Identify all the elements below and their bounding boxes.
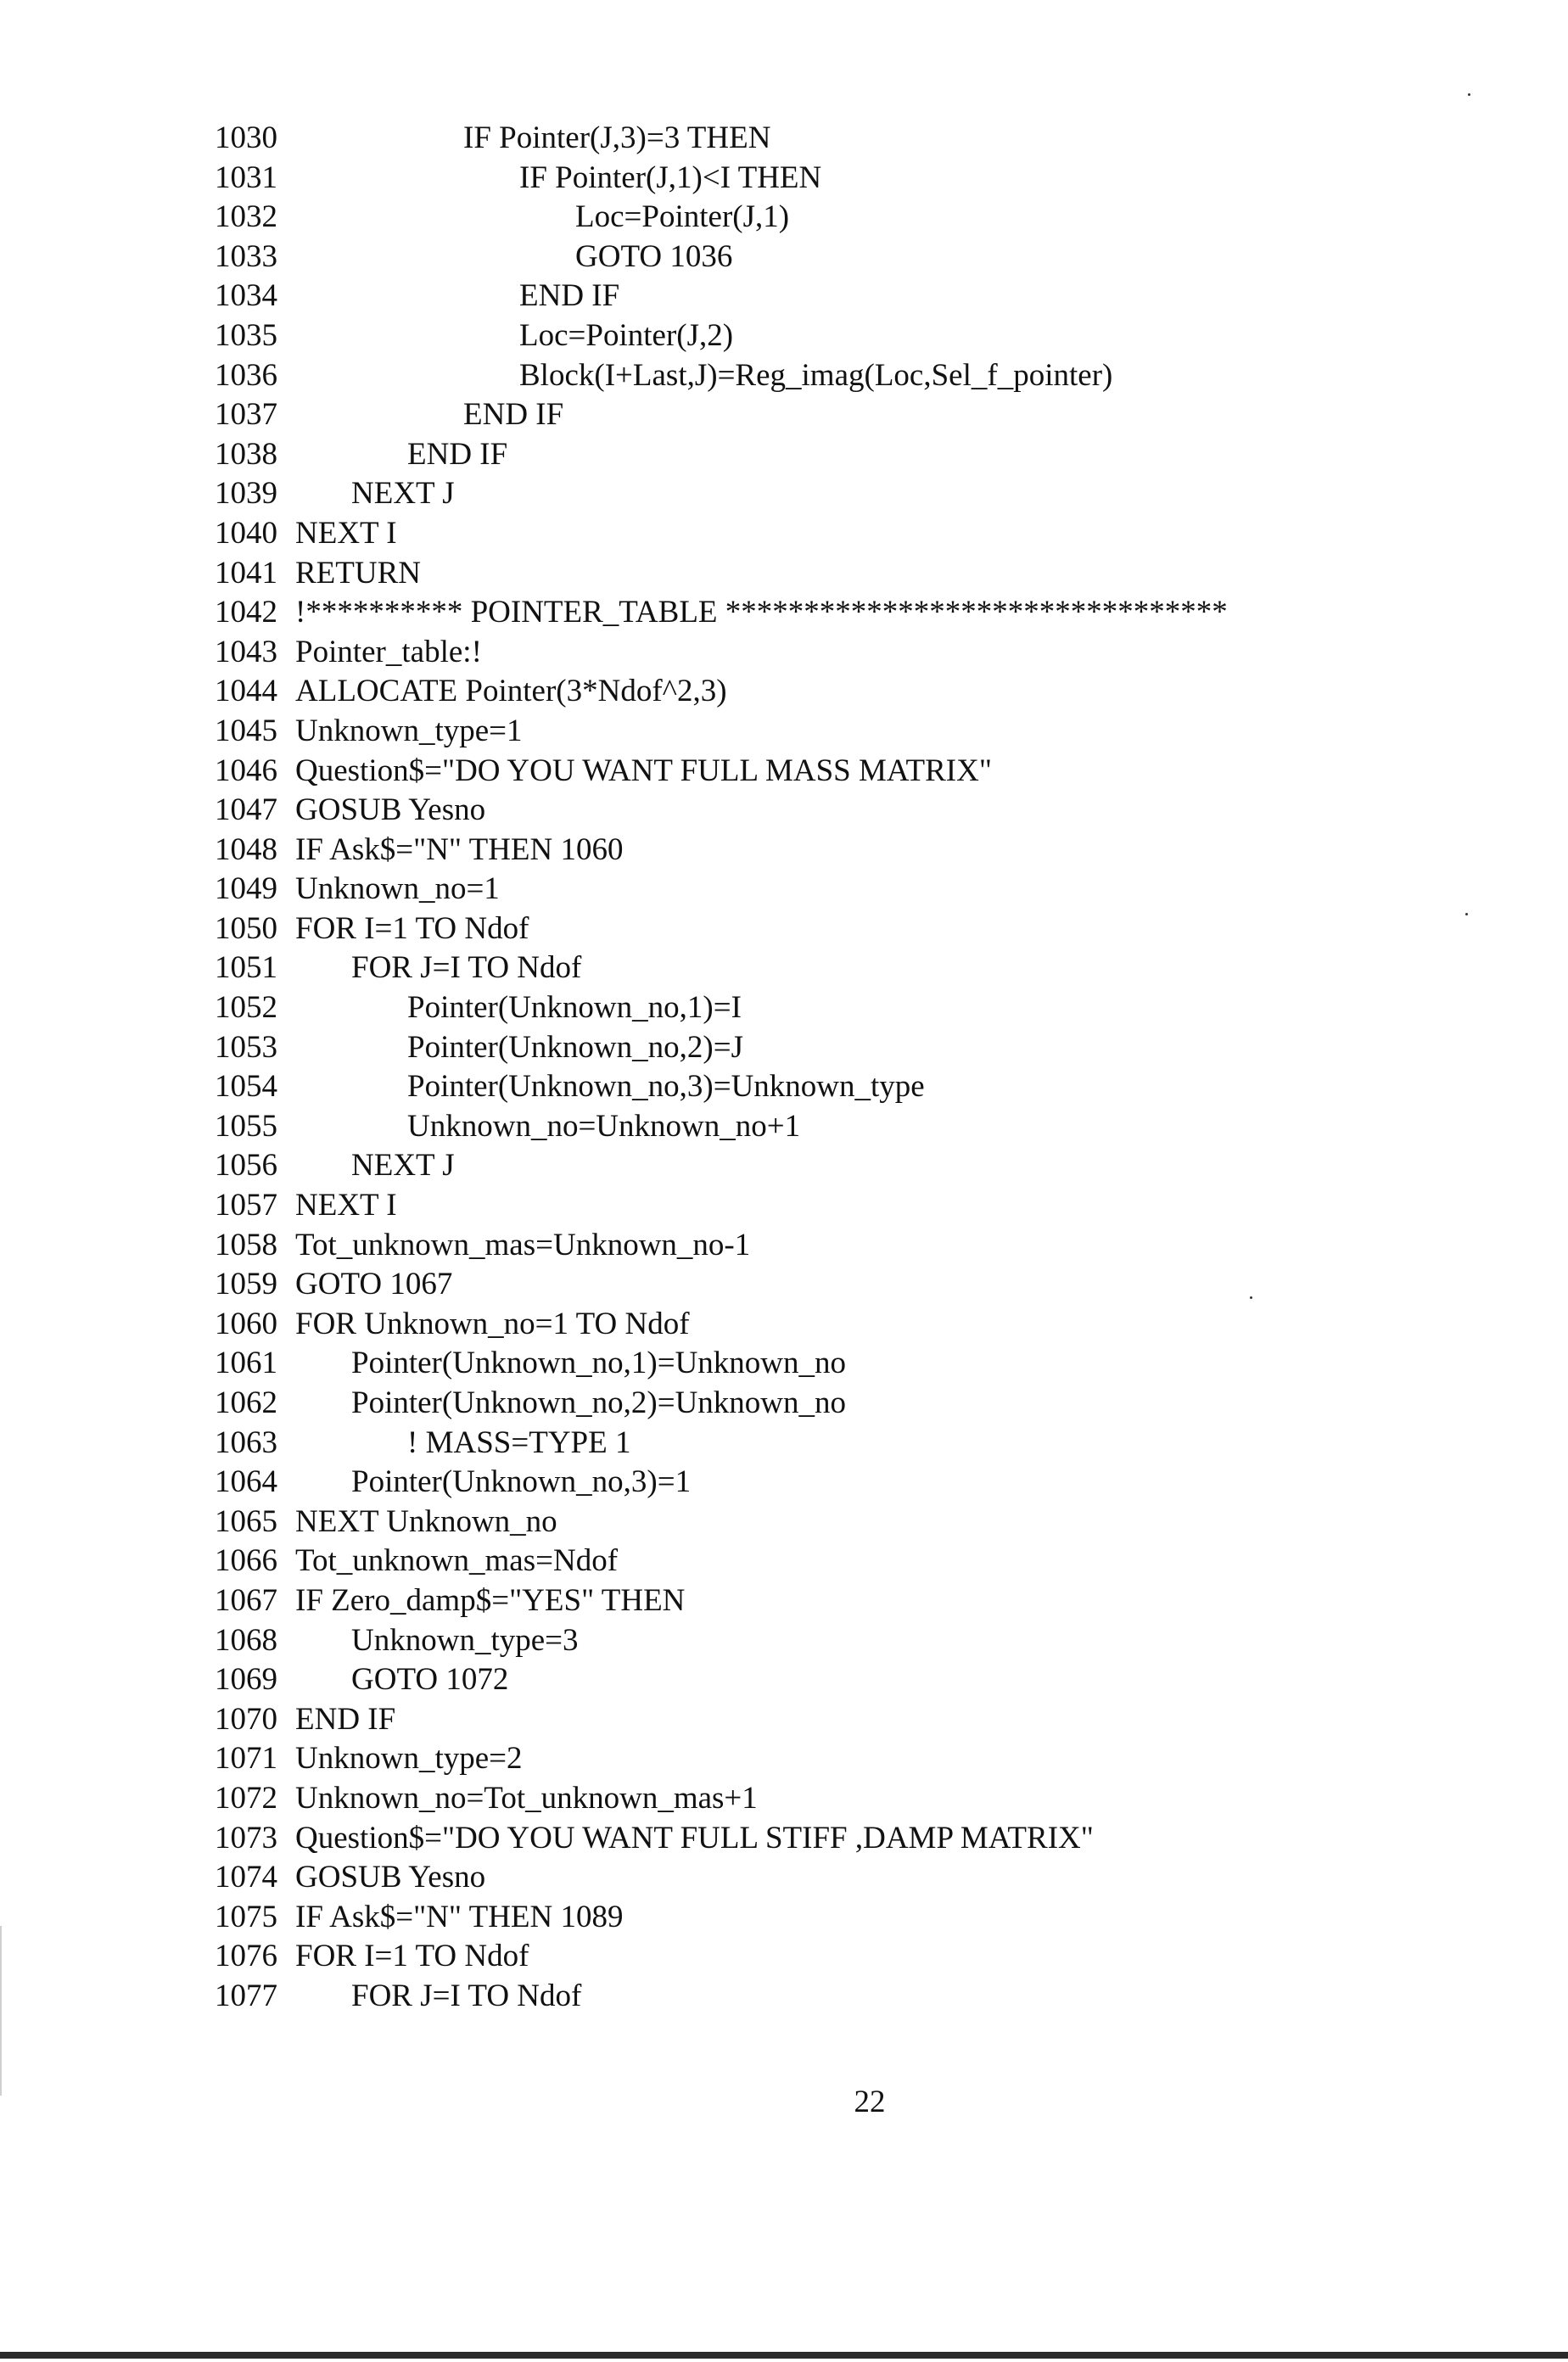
code-text: GOSUB Yesno xyxy=(295,792,486,828)
code-line xyxy=(215,119,1420,159)
line-number: 1067 xyxy=(215,1582,277,1618)
code-text: Unknown_no=Tot_unknown_mas+1 xyxy=(295,1780,758,1816)
line-number: 1073 xyxy=(215,1820,277,1855)
code-line xyxy=(215,1977,1420,2017)
code-text: END IF xyxy=(407,436,508,472)
code-text: END IF xyxy=(463,397,564,433)
code-line xyxy=(215,1542,1420,1581)
code-text: GOTO 1067 xyxy=(295,1267,453,1302)
code-line xyxy=(215,831,1420,870)
code-line xyxy=(215,1898,1420,1938)
line-number: 1045 xyxy=(215,713,277,748)
code-line xyxy=(215,593,1420,633)
line-number: 1052 xyxy=(215,990,277,1026)
line-number: 1065 xyxy=(215,1503,277,1539)
line-number: 1074 xyxy=(215,1860,277,1895)
code-line xyxy=(215,791,1420,831)
code-line xyxy=(215,752,1420,792)
line-number: 1069 xyxy=(215,1662,277,1698)
code-line xyxy=(215,1424,1420,1464)
code-line xyxy=(215,1305,1420,1345)
code-text: ! MASS=TYPE 1 xyxy=(407,1424,631,1460)
code-text: Question$="DO YOU WANT FULL STIFF ,DAMP MATRIX" xyxy=(295,1820,1094,1855)
code-line xyxy=(215,474,1420,514)
code-text: IF Zero_damp$="YES" THEN xyxy=(295,1582,686,1618)
code-line xyxy=(215,198,1420,238)
code-text: Pointer(Unknown_no,2)=J xyxy=(407,1029,743,1065)
code-text: END IF xyxy=(519,278,620,314)
line-number: 1035 xyxy=(215,317,277,353)
line-number: 1051 xyxy=(215,950,277,986)
line-number: 1071 xyxy=(215,1741,277,1777)
scan-edge xyxy=(0,1926,2,2096)
code-text: ALLOCATE Pointer(3*Ndof^2,3) xyxy=(295,674,727,709)
line-number: 1066 xyxy=(215,1543,277,1579)
code-text: END IF xyxy=(295,1701,396,1737)
code-line xyxy=(215,1937,1420,1977)
code-text: Pointer(Unknown_no,3)=1 xyxy=(351,1464,692,1500)
line-number: 1076 xyxy=(215,1939,277,1974)
code-text: FOR J=I TO Ndof xyxy=(351,1978,582,2013)
line-number: 1040 xyxy=(215,515,277,551)
code-text: IF Pointer(J,3)=3 THEN xyxy=(463,120,771,155)
code-text: IF Ask$="N" THEN 1060 xyxy=(295,831,624,867)
line-number: 1064 xyxy=(215,1464,277,1500)
line-number: 1058 xyxy=(215,1227,277,1262)
line-number: 1072 xyxy=(215,1780,277,1816)
line-number: 1042 xyxy=(215,595,277,630)
code-line xyxy=(215,159,1420,199)
code-line xyxy=(215,514,1420,554)
code-line xyxy=(215,949,1420,988)
code-line xyxy=(215,1028,1420,1068)
line-number: 1036 xyxy=(215,357,277,393)
line-number: 1048 xyxy=(215,831,277,867)
code-text: Unknown_type=2 xyxy=(295,1741,523,1777)
code-text: NEXT Unknown_no xyxy=(295,1503,557,1539)
line-number: 1039 xyxy=(215,476,277,512)
code-text: Unknown_type=1 xyxy=(295,713,523,748)
code-line xyxy=(215,435,1420,475)
scan-bottom-border xyxy=(0,2352,1568,2359)
code-line xyxy=(215,633,1420,673)
code-line xyxy=(215,870,1420,910)
code-text: GOTO 1072 xyxy=(351,1662,509,1698)
line-number: 1034 xyxy=(215,278,277,314)
code-line xyxy=(215,910,1420,949)
code-listing xyxy=(215,119,1420,2017)
code-text: FOR J=I TO Ndof xyxy=(351,950,582,986)
code-text: Pointer(Unknown_no,1)=Unknown_no xyxy=(351,1346,847,1381)
line-number: 1077 xyxy=(215,1978,277,2013)
line-number: 1033 xyxy=(215,238,277,274)
scan-speck xyxy=(1250,1296,1252,1299)
line-number: 1041 xyxy=(215,555,277,590)
line-number: 1043 xyxy=(215,634,277,669)
code-text: Unknown_no=Unknown_no+1 xyxy=(407,1108,801,1144)
code-line xyxy=(215,1700,1420,1740)
code-line xyxy=(215,988,1420,1028)
code-text: RETURN xyxy=(295,555,421,590)
code-line xyxy=(215,1660,1420,1700)
line-number: 1057 xyxy=(215,1188,277,1223)
code-text: NEXT J xyxy=(351,476,455,512)
line-number: 1038 xyxy=(215,436,277,472)
line-number: 1050 xyxy=(215,910,277,946)
code-line xyxy=(215,1739,1420,1779)
code-text: Pointer_table:! xyxy=(295,634,482,669)
code-line xyxy=(215,1265,1420,1305)
page-number: 22 xyxy=(854,2085,886,2119)
scan-speck xyxy=(1465,913,1468,915)
code-line xyxy=(215,1067,1420,1107)
line-number: 1070 xyxy=(215,1701,277,1737)
line-number: 1049 xyxy=(215,871,277,907)
code-line xyxy=(215,1107,1420,1147)
code-line xyxy=(215,1819,1420,1859)
code-text: FOR Unknown_no=1 TO Ndof xyxy=(295,1306,690,1341)
code-text: Block(I+Last,J)=Reg_imag(Loc,Sel_f_pointer) xyxy=(519,357,1113,393)
line-number: 1061 xyxy=(215,1346,277,1381)
line-number: 1037 xyxy=(215,397,277,433)
code-line xyxy=(215,1186,1420,1226)
code-text: GOSUB Yesno xyxy=(295,1860,486,1895)
code-text: IF Ask$="N" THEN 1089 xyxy=(295,1899,624,1934)
code-text: !********** POINTER_TABLE ******************************** xyxy=(295,595,1228,630)
code-line xyxy=(215,1621,1420,1661)
code-text: Unknown_no=1 xyxy=(295,871,500,907)
code-line xyxy=(215,1858,1420,1898)
line-number: 1047 xyxy=(215,792,277,828)
code-line xyxy=(215,1581,1420,1621)
code-line xyxy=(215,554,1420,594)
code-text: GOTO 1036 xyxy=(575,238,733,274)
line-number: 1054 xyxy=(215,1069,277,1105)
code-line xyxy=(215,1779,1420,1819)
code-line xyxy=(215,1226,1420,1266)
code-line xyxy=(215,1384,1420,1424)
code-text: Pointer(Unknown_no,1)=I xyxy=(407,990,742,1026)
code-line xyxy=(215,712,1420,752)
code-text: Loc=Pointer(J,1) xyxy=(575,199,790,235)
line-number: 1062 xyxy=(215,1385,277,1420)
code-line xyxy=(215,1503,1420,1542)
line-number: 1056 xyxy=(215,1148,277,1184)
line-number: 1059 xyxy=(215,1267,277,1302)
line-number: 1032 xyxy=(215,199,277,235)
code-text: NEXT I xyxy=(295,1188,397,1223)
code-text: Question$="DO YOU WANT FULL MASS MATRIX" xyxy=(295,753,992,788)
line-number: 1060 xyxy=(215,1306,277,1341)
code-line xyxy=(215,238,1420,277)
line-number: 1075 xyxy=(215,1899,277,1934)
scan-speck xyxy=(1468,93,1470,96)
line-number: 1046 xyxy=(215,753,277,788)
code-line xyxy=(215,277,1420,316)
code-line xyxy=(215,1463,1420,1503)
code-text: IF Pointer(J,1)<I THEN xyxy=(519,160,822,195)
code-line xyxy=(215,356,1420,396)
line-number: 1068 xyxy=(215,1622,277,1658)
code-text: Pointer(Unknown_no,3)=Unknown_type xyxy=(407,1069,925,1105)
line-number: 1053 xyxy=(215,1029,277,1065)
code-line xyxy=(215,672,1420,712)
code-text: Unknown_type=3 xyxy=(351,1622,579,1658)
code-text: Pointer(Unknown_no,2)=Unknown_no xyxy=(351,1385,847,1420)
code-text: FOR I=1 TO Ndof xyxy=(295,1939,529,1974)
line-number: 1030 xyxy=(215,120,277,155)
line-number: 1044 xyxy=(215,674,277,709)
code-text: Tot_unknown_mas=Ndof xyxy=(295,1543,619,1579)
code-text: Tot_unknown_mas=Unknown_no-1 xyxy=(295,1227,751,1262)
code-text: FOR I=1 TO Ndof xyxy=(295,910,529,946)
line-number: 1063 xyxy=(215,1424,277,1460)
code-text: NEXT J xyxy=(351,1148,455,1184)
line-number: 1055 xyxy=(215,1108,277,1144)
code-line xyxy=(215,1344,1420,1384)
code-line xyxy=(215,1146,1420,1186)
code-text: Loc=Pointer(J,2) xyxy=(519,317,734,353)
code-text: NEXT I xyxy=(295,515,397,551)
code-line xyxy=(215,395,1420,435)
code-line xyxy=(215,316,1420,356)
line-number: 1031 xyxy=(215,160,277,195)
